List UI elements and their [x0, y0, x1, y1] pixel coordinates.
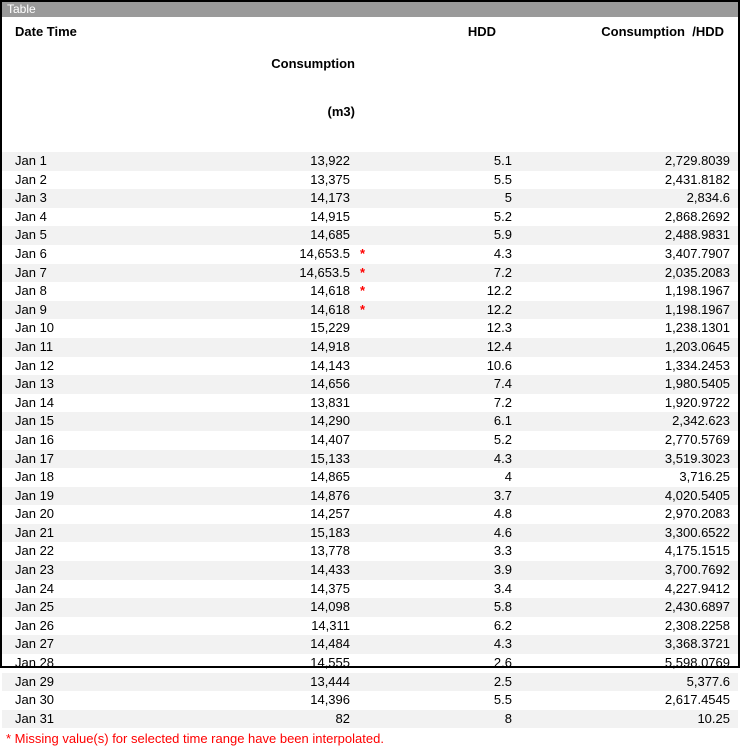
cell-date-time: Jan 30 [15, 692, 55, 708]
cell-date-time: Jan 17 [15, 450, 55, 466]
cell-consumption [202, 264, 373, 283]
consumption-value: 14,433 [310, 562, 350, 578]
cell-date-time: Jan 4 [15, 208, 47, 224]
table-row [2, 505, 738, 524]
cell-consumption [202, 542, 373, 561]
cell-consumption-per-hdd: 1,980.5405 [664, 376, 730, 392]
table-row [2, 542, 738, 561]
interpolated-asterisk-marker: * [360, 283, 366, 299]
cell-consumption-per-hdd: 10.25 [697, 710, 730, 726]
cell-consumption [202, 189, 373, 208]
consumption-value: 13,922 [310, 153, 350, 168]
consumption-value: 14,653.5 [299, 264, 350, 280]
interpolated-asterisk-marker: * [360, 301, 366, 317]
table-row [2, 617, 738, 636]
cell-consumption-per-hdd: 4,020.5405 [664, 487, 730, 503]
cell-date-time: Jan 25 [15, 599, 55, 615]
cell-consumption-per-hdd: 1,238.1301 [664, 320, 730, 336]
table-row [2, 635, 738, 654]
consumption-value: 14,865 [310, 469, 350, 485]
cell-consumption [202, 171, 373, 190]
consumption-value: 14,396 [310, 692, 350, 708]
cell-consumption [202, 673, 373, 692]
cell-hdd: 4.3 [493, 450, 512, 466]
cell-date-time: Jan 8 [15, 283, 47, 299]
table-row [2, 245, 738, 264]
consumption-value: 13,375 [310, 171, 350, 187]
cell-consumption-per-hdd: 3,300.6522 [664, 524, 730, 540]
cell-consumption-per-hdd: 5,377.6 [686, 673, 730, 689]
cell-hdd: 3.7 [493, 487, 512, 503]
cell-hdd: 6.2 [493, 617, 512, 633]
cell-consumption [202, 245, 373, 264]
cell-date-time: Jan 24 [15, 580, 55, 596]
data-table [2, 17, 738, 728]
cell-hdd: 2.5 [493, 673, 512, 689]
column-header-consumption-unit: (m3) [327, 104, 355, 119]
cell-consumption-per-hdd: 3,368.3721 [664, 636, 730, 652]
cell-date-time: Jan 18 [15, 469, 55, 485]
table-row [2, 654, 738, 673]
cell-consumption-per-hdd: 2,834.6 [686, 190, 730, 206]
table-row [2, 412, 738, 431]
cell-hdd: 7.2 [493, 264, 512, 280]
consumption-value: 14,618 [310, 283, 350, 299]
consumption-value: 14,555 [310, 655, 350, 671]
table-row [2, 338, 738, 357]
cell-date-time: Jan 16 [15, 431, 55, 447]
table-row [2, 208, 738, 227]
table-row [2, 319, 738, 338]
table-row [2, 691, 738, 710]
consumption-value: 14,876 [310, 487, 350, 503]
consumption-value: 13,778 [310, 543, 350, 559]
consumption-value: 13,831 [310, 394, 350, 410]
table-row [2, 189, 738, 208]
table-row [2, 171, 738, 190]
cell-consumption [202, 561, 373, 580]
table-row [2, 710, 738, 729]
consumption-value: 14,618 [310, 301, 350, 317]
table-row [2, 357, 738, 376]
cell-consumption-per-hdd: 3,700.7692 [664, 562, 730, 578]
cell-hdd: 5.8 [493, 599, 512, 615]
column-header-consumption-m3 [202, 17, 373, 152]
table-row [2, 152, 738, 171]
cell-hdd: 4.3 [493, 636, 512, 652]
cell-hdd: 5.5 [493, 692, 512, 708]
cell-hdd: 6.1 [493, 413, 512, 429]
cell-consumption-per-hdd: 2,035.2083 [664, 264, 730, 280]
cell-date-time: Jan 22 [15, 543, 55, 559]
cell-consumption [202, 338, 373, 357]
cell-consumption [202, 635, 373, 654]
cell-hdd: 10.6 [486, 357, 512, 373]
table-row [2, 487, 738, 506]
cell-hdd: 5.5 [493, 171, 512, 187]
cell-consumption-per-hdd: 3,716.25 [679, 469, 730, 485]
consumption-value: 14,656 [310, 376, 350, 392]
consumption-value: 14,685 [310, 227, 350, 243]
cell-hdd: 4.8 [493, 506, 512, 522]
table-row [2, 580, 738, 599]
cell-consumption-per-hdd: 2,770.5769 [664, 431, 730, 447]
cell-hdd: 5.2 [493, 208, 512, 224]
cell-date-time: Jan 12 [15, 357, 55, 373]
consumption-value: 14,375 [310, 580, 350, 596]
cell-hdd: 2.6 [493, 655, 512, 671]
cell-date-time: Jan 20 [15, 506, 55, 522]
cell-consumption-per-hdd: 2,342.623 [672, 413, 730, 429]
interpolated-asterisk-marker: * [360, 264, 366, 280]
cell-consumption [202, 357, 373, 376]
cell-hdd: 5.2 [493, 431, 512, 447]
cell-consumption-per-hdd: 1,198.1967 [664, 301, 730, 317]
cell-hdd: 4.6 [493, 524, 512, 540]
cell-date-time: Jan 2 [15, 171, 47, 187]
cell-consumption-per-hdd: 4,227.9412 [664, 580, 730, 596]
cell-consumption [202, 487, 373, 506]
interpolated-asterisk-marker: * [360, 245, 366, 261]
cell-consumption-per-hdd: 1,920.9722 [664, 394, 730, 410]
consumption-value: 15,229 [310, 320, 350, 336]
consumption-value: 14,257 [310, 506, 350, 522]
table-row [2, 598, 738, 617]
cell-consumption-per-hdd: 3,407.7907 [664, 245, 730, 261]
cell-consumption [202, 617, 373, 636]
cell-consumption [202, 375, 373, 394]
cell-date-time: Jan 13 [15, 376, 55, 392]
cell-consumption-per-hdd: 1,334.2453 [664, 357, 730, 373]
cell-consumption [202, 450, 373, 469]
cell-consumption [202, 580, 373, 599]
consumption-value: 14,484 [310, 636, 350, 652]
cell-consumption [202, 468, 373, 487]
cell-consumption [202, 691, 373, 710]
interpolation-footnote: * Missing value(s) for selected time range have been interpolated. [6, 731, 384, 746]
cell-hdd: 5.9 [493, 227, 512, 243]
cell-date-time: Jan 9 [15, 301, 47, 317]
cell-consumption-per-hdd: 2,970.2083 [664, 506, 730, 522]
consumption-value: 15,133 [310, 450, 350, 466]
cell-date-time: Jan 1 [15, 153, 47, 168]
cell-hdd: 3.3 [493, 543, 512, 559]
consumption-value: 14,311 [311, 617, 350, 633]
cell-date-time: Jan 15 [15, 413, 55, 429]
column-header-consumption-label: Consumption [271, 56, 355, 71]
cell-consumption-per-hdd: 2,617.4545 [664, 692, 730, 708]
cell-hdd: 3.9 [493, 562, 512, 578]
cell-consumption [202, 524, 373, 543]
cell-date-time: Jan 29 [15, 673, 55, 689]
cell-consumption-per-hdd: 5,598.0769 [664, 655, 730, 671]
cell-date-time: Jan 23 [15, 562, 55, 578]
consumption-value: 14,653.5 [299, 245, 350, 261]
consumption-value: 14,098 [310, 599, 350, 615]
cell-consumption [202, 301, 373, 320]
cell-consumption-per-hdd: 4,175.1515 [664, 543, 730, 559]
cell-date-time: Jan 10 [15, 320, 55, 336]
cell-consumption [202, 412, 373, 431]
cell-hdd: 7.2 [493, 394, 512, 410]
cell-date-time: Jan 26 [15, 617, 55, 633]
table-row [2, 375, 738, 394]
cell-consumption-per-hdd: 3,519.3023 [664, 450, 730, 466]
cell-hdd: 7.4 [493, 376, 512, 392]
cell-consumption [202, 654, 373, 673]
cell-hdd: 8 [504, 710, 512, 726]
consumption-value: 14,407 [310, 431, 350, 447]
table-body [2, 152, 738, 728]
cell-hdd: 12.2 [486, 301, 512, 317]
column-header-date-time: Date Time [15, 24, 77, 39]
cell-date-time: Jan 11 [15, 338, 54, 354]
cell-date-time: Jan 5 [15, 227, 47, 243]
table-row [2, 301, 738, 320]
header-row [2, 17, 738, 152]
table-row [2, 561, 738, 580]
cell-hdd: 4.3 [493, 245, 512, 261]
cell-hdd: 4 [504, 469, 512, 485]
cell-date-time: Jan 31 [15, 710, 55, 726]
table-header [2, 17, 738, 152]
cell-date-time: Jan 14 [15, 394, 55, 410]
consumption-value: 82 [335, 710, 350, 726]
table-row [2, 394, 738, 413]
consumption-value: 14,143 [310, 357, 350, 373]
table-row [2, 431, 738, 450]
table-row [2, 282, 738, 301]
cell-date-time: Jan 7 [15, 264, 47, 280]
cell-consumption [202, 598, 373, 617]
cell-consumption [202, 394, 373, 413]
cell-consumption [202, 431, 373, 450]
cell-consumption [202, 152, 373, 171]
cell-date-time: Jan 21 [15, 524, 55, 540]
cell-hdd: 3.4 [493, 580, 512, 596]
table-row [2, 450, 738, 469]
table-row [2, 468, 738, 487]
table-row [2, 524, 738, 543]
cell-consumption-per-hdd: 1,203.0645 [664, 338, 730, 354]
cell-consumption [202, 710, 373, 729]
cell-hdd: 12.4 [486, 338, 512, 354]
table-row [2, 673, 738, 692]
cell-consumption-per-hdd: 2,431.8182 [664, 171, 730, 187]
cell-hdd: 12.2 [486, 283, 512, 299]
cell-consumption [202, 226, 373, 245]
cell-consumption [202, 282, 373, 301]
column-header-consumption-per-hdd: Consumption /HDD [601, 24, 724, 39]
cell-consumption [202, 319, 373, 338]
column-header-hdd: HDD [467, 24, 496, 39]
cell-hdd: 5 [504, 190, 512, 206]
consumption-value: 14,915 [310, 208, 350, 224]
table-row [2, 264, 738, 283]
table-row [2, 226, 738, 245]
consumption-value: 13,444 [310, 673, 350, 689]
consumption-value: 15,183 [310, 524, 350, 540]
cell-hdd: 12.3 [486, 320, 512, 336]
cell-date-time: Jan 3 [15, 190, 47, 206]
cell-consumption-per-hdd: 2,430.6897 [664, 599, 730, 615]
cell-consumption-per-hdd: 2,729.8039 [664, 153, 730, 168]
cell-hdd: 5.1 [493, 153, 512, 168]
cell-consumption-per-hdd: 1,198.1967 [664, 283, 730, 299]
consumption-value: 14,290 [310, 413, 350, 429]
panel-title-bar: Table [2, 2, 738, 17]
cell-consumption [202, 208, 373, 227]
cell-consumption-per-hdd: 2,868.2692 [664, 208, 730, 224]
cell-consumption [202, 505, 373, 524]
consumption-value: 14,173 [310, 190, 350, 206]
consumption-value: 14,918 [310, 338, 350, 354]
cell-consumption-per-hdd: 2,488.9831 [664, 227, 730, 243]
cell-consumption-per-hdd: 2,308.2258 [664, 617, 730, 633]
cell-date-time: Jan 27 [15, 636, 55, 652]
cell-date-time: Jan 28 [15, 655, 55, 671]
cell-date-time: Jan 6 [15, 245, 47, 261]
cell-date-time: Jan 19 [15, 487, 55, 503]
